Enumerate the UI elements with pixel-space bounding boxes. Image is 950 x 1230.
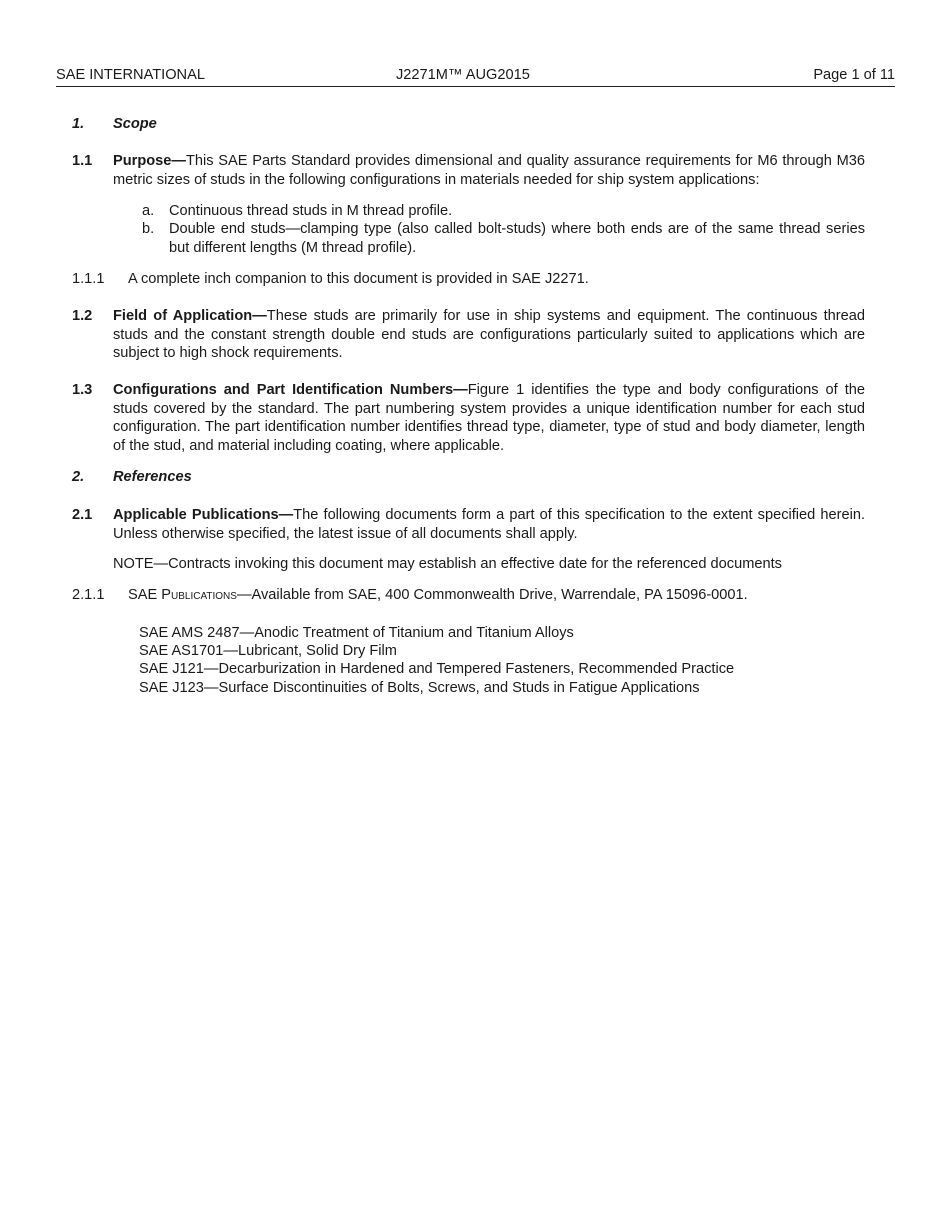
list-label: b. [142, 221, 155, 237]
paragraph-text: This SAE Parts Standard provides dimensional and quality assurance requirements for M6 through M36 metric sizes of studs in the following configurations in materials needed for ship system applications: [113, 153, 865, 188]
header-page-number: Page 1 of 11 [813, 67, 895, 83]
paragraph-text: These studs are primarily for use in ship systems and equipment. The continuous thread studs and the constant strength double end studs are configurations particularly suited to applications which are subject to high shock requirements. [113, 308, 865, 361]
reference-item: SAE AS1701—Lubricant, Solid Dry Film [139, 643, 397, 659]
list-text: Continuous thread studs in M thread profile. [169, 203, 453, 219]
section-number: 1.3 [72, 382, 93, 398]
paragraph-text: Figure 1 identifies the type and body configurations of the studs covered by the standard. The part numbering system provides a unique identification number for each stud configuration. The part identification number identifies thread type, diameter, type of stud and body diameter, length of the stud, and material including coating, where applicable. [113, 382, 865, 454]
section-1-1-paragraph [113, 152, 865, 189]
section-number: 1.1 [72, 153, 93, 169]
section-title: References [113, 469, 192, 485]
publisher-address: —Available from SAE, 400 Commonwealth Drive, Warrendale, PA 15096-0001. [236, 587, 748, 603]
page-header [56, 66, 895, 87]
reference-item: SAE AMS 2487—Anodic Treatment of Titanium and Titanium Alloys [139, 625, 574, 641]
section-1-3-paragraph [113, 381, 865, 455]
section-1-1-1-text: A complete inch companion to this document is provided in SAE J2271. [128, 271, 589, 287]
paragraph-lead: Applicable Publications— [113, 507, 294, 523]
section-title: Scope [113, 116, 157, 132]
list-text: Double end studs—clamping type (also called bolt-studs) where both ends are of the same thread series but different lengths (M thread profile). [169, 221, 865, 256]
section-1-2-paragraph-body [113, 307, 865, 363]
header-organization: SAE INTERNATIONAL [56, 67, 205, 83]
note-text: NOTE—Contracts invoking this document may establish an effective date for the referenced documents [113, 556, 782, 572]
section-number: 1.2 [72, 308, 93, 324]
publisher-prefix: SAE [128, 587, 162, 603]
paragraph-lead: Purpose— [113, 153, 186, 169]
section-number: 2.1.1 [72, 587, 105, 603]
section-number: 1. [72, 116, 85, 132]
paragraph-text: The following documents form a part of this specification to the extent specified herein. Unless otherwise specified, the latest issue of all documents shall apply. [113, 507, 865, 542]
list-label: a. [142, 203, 155, 219]
reference-item: SAE J121—Decarburization in Hardened and Tempered Fasteners, Recommended Practice [139, 661, 735, 677]
header-document-id: J2271M™ AUG2015 [396, 67, 530, 83]
publications-word: Publications [161, 587, 237, 603]
paragraph-lead: Configurations and Part Identification Numbers— [113, 382, 468, 398]
paragraph-lead: Field of Application— [113, 308, 267, 324]
section-2-1-1-text [128, 586, 748, 605]
section-number: 1.1.1 [72, 271, 105, 287]
section-number: 2. [72, 469, 85, 485]
section-number: 2.1 [72, 507, 93, 523]
reference-item: SAE J123—Surface Discontinuities of Bolts, Screws, and Studs in Fatigue Applications [139, 680, 700, 696]
section-2-1-paragraph [113, 506, 865, 543]
